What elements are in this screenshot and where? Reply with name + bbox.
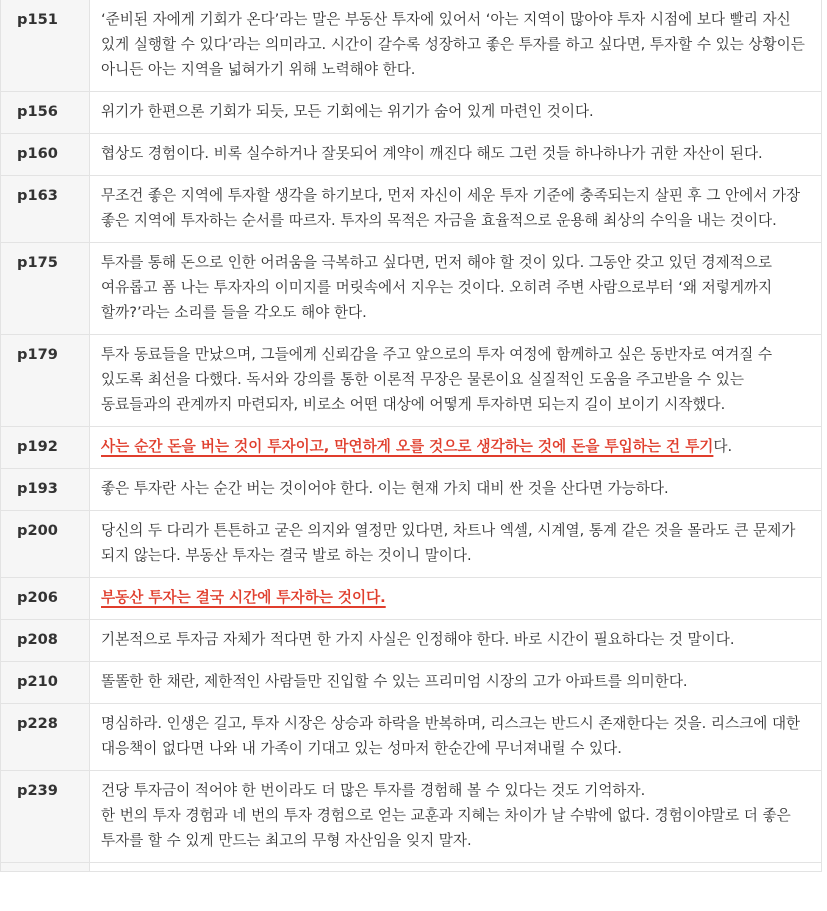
quote-row-p175: [1, 243, 822, 335]
highlighted-quote: 사는 순간 돈을 버는 것이 투자이고, 막연하게 오를 것으로 생각하는 것에 돈을 투입하는 건 투기: [101, 438, 714, 455]
quote-text: [90, 662, 822, 704]
quote-line: 좋은 투자란 사는 순간 버는 것이어야 한다. 이는 현재 가치 대비 싼 것을 산다면 가능하다.: [101, 480, 669, 497]
page-number: p210: [1, 662, 90, 704]
quotes-table-body: [1, 0, 822, 872]
table-row-continuation: [1, 863, 822, 872]
page-number: p179: [1, 335, 90, 427]
quote-text: [90, 176, 822, 243]
quote-line: 당신의 두 다리가 튼튼하고 굳은 의지와 열정만 있다면, 차트나 엑셀, 시계열, 통계 같은 것을 몰라도 큰 문제가 되지 않는다. 부동산 투자는 결국 발로 하는 것이니 말이다.: [101, 522, 796, 564]
quote-text: [90, 469, 822, 511]
quote-text: [90, 704, 822, 771]
quote-text: [90, 771, 822, 863]
page-number: p208: [1, 620, 90, 662]
quote-text: [90, 335, 822, 427]
quote-line: 명심하라. 인생은 길고, 투자 시장은 상승과 하락을 반복하며, 리스크는 반드시 존재한다는 것을. 리스크에 대한 대응책이 없다면 나와 내 가족이 기대고 있는 성마저 한순간에 무너져내릴 수 있다.: [101, 715, 801, 757]
empty-cell: [90, 863, 822, 872]
quote-row-p151: [1, 0, 822, 92]
quote-row-p200: [1, 511, 822, 578]
quote-row-p206: [1, 578, 822, 620]
quote-line: 똘똘한 한 채란, 제한적인 사람들만 진입할 수 있는 프리미엄 시장의 고가 아파트를 의미한다.: [101, 673, 688, 690]
page-number: p239: [1, 771, 90, 863]
quote-line: ‘준비된 자에게 기회가 온다’라는 말은 부동산 투자에 있어서 ‘아는 지역이 많아야 투자 시점에 보다 빨리 자신 있게 실행할 수 있다’라는 의미라고. 시간이 갈수록 성장하고 좋은 투자를 하고 싶다면, 투자할 수 있는 상황이든 아니든 아는 지역을 넓혀가기 위해 노력해야 한다.: [101, 11, 805, 78]
quote-text: [90, 427, 822, 469]
quote-text: [90, 92, 822, 134]
page-number: p156: [1, 92, 90, 134]
quote-text: [90, 0, 822, 92]
quote-line: 협상도 경험이다. 비록 실수하거나 잘못되어 계약이 깨진다 해도 그런 것들 하나하나가 귀한 자산이 된다.: [101, 145, 763, 162]
quote-line: 건당 투자금이 적어야 한 번이라도 더 많은 투자를 경험해 볼 수 있다는 것도 기억하자.: [101, 782, 646, 799]
quote-suffix: 다.: [713, 438, 733, 455]
quote-row-p156: [1, 92, 822, 134]
page-number: p175: [1, 243, 90, 335]
quote-text: [90, 243, 822, 335]
page-number: p160: [1, 134, 90, 176]
quote-row-p210: [1, 662, 822, 704]
quote-row-p160: [1, 134, 822, 176]
page-number: p228: [1, 704, 90, 771]
quote-line: 무조건 좋은 지역에 투자할 생각을 하기보다, 먼저 자신이 세운 투자 기준에 충족되는지 살핀 후 그 안에서 가장 좋은 지역에 투자하는 순서를 따르자. 투자의 목적은 자금을 효율적으로 운용해 최상의 수익을 내는 것이다.: [101, 187, 801, 229]
quote-text: [90, 134, 822, 176]
quote-line: 투자 동료들을 만났으며, 그들에게 신뢰감을 주고 앞으로의 투자 여정에 함께하고 싶은 동반자로 여겨질 수 있도록 최선을 다했다. 독서와 강의를 통한 이론적 무장은 물론이요 실질적인 도움을 주고받을 수 있는 동료들과의 관계까지 마련되자, 비로소 어떤 대상에 어떻게 투자하면 되는지 길이 보이기 시작했다.: [101, 346, 773, 413]
quote-row-p193: [1, 469, 822, 511]
quote-row-p208: [1, 620, 822, 662]
quote-line: 한 번의 투자 경험과 네 번의 투자 경험으로 얻는 교훈과 지혜는 차이가 날 수밖에 없다. 경험이야말로 더 좋은 투자를 할 수 있게 만드는 최고의 무형 자산임을 잊지 말자.: [101, 807, 791, 849]
quote-line: 기본적으로 투자금 자체가 적다면 한 가지 사실은 인정해야 한다. 바로 시간이 필요하다는 것 말이다.: [101, 631, 735, 648]
empty-cell: [1, 863, 90, 872]
page-number: p151: [1, 0, 90, 92]
quote-text: [90, 578, 822, 620]
quote-line: 투자를 통해 돈으로 인한 어려움을 극복하고 싶다면, 먼저 해야 할 것이 있다. 그동안 갖고 있던 경제적으로 여유롭고 폼 나는 투자자의 이미지를 머릿속에서 지우는 것이다. 오히려 주변 사람으로부터 ‘왜 저렇게까지 할까?’라는 소리를 들을 각오도 해야 한다.: [101, 254, 773, 321]
page-number: p200: [1, 511, 90, 578]
quote-row-p179: [1, 335, 822, 427]
quote-text: [90, 620, 822, 662]
page-number: p193: [1, 469, 90, 511]
quote-row-p228: [1, 704, 822, 771]
quote-row-p239: [1, 771, 822, 863]
page-number: p192: [1, 427, 90, 469]
page-number: p163: [1, 176, 90, 243]
highlighted-quote: 부동산 투자는 결국 시간에 투자하는 것이다.: [101, 589, 386, 606]
quote-text: [90, 511, 822, 578]
quote-row-p192: [1, 427, 822, 469]
quote-row-p163: [1, 176, 822, 243]
page-number: p206: [1, 578, 90, 620]
quote-line: 위기가 한편으론 기회가 되듯, 모든 기회에는 위기가 숨어 있게 마련인 것이다.: [101, 103, 594, 120]
